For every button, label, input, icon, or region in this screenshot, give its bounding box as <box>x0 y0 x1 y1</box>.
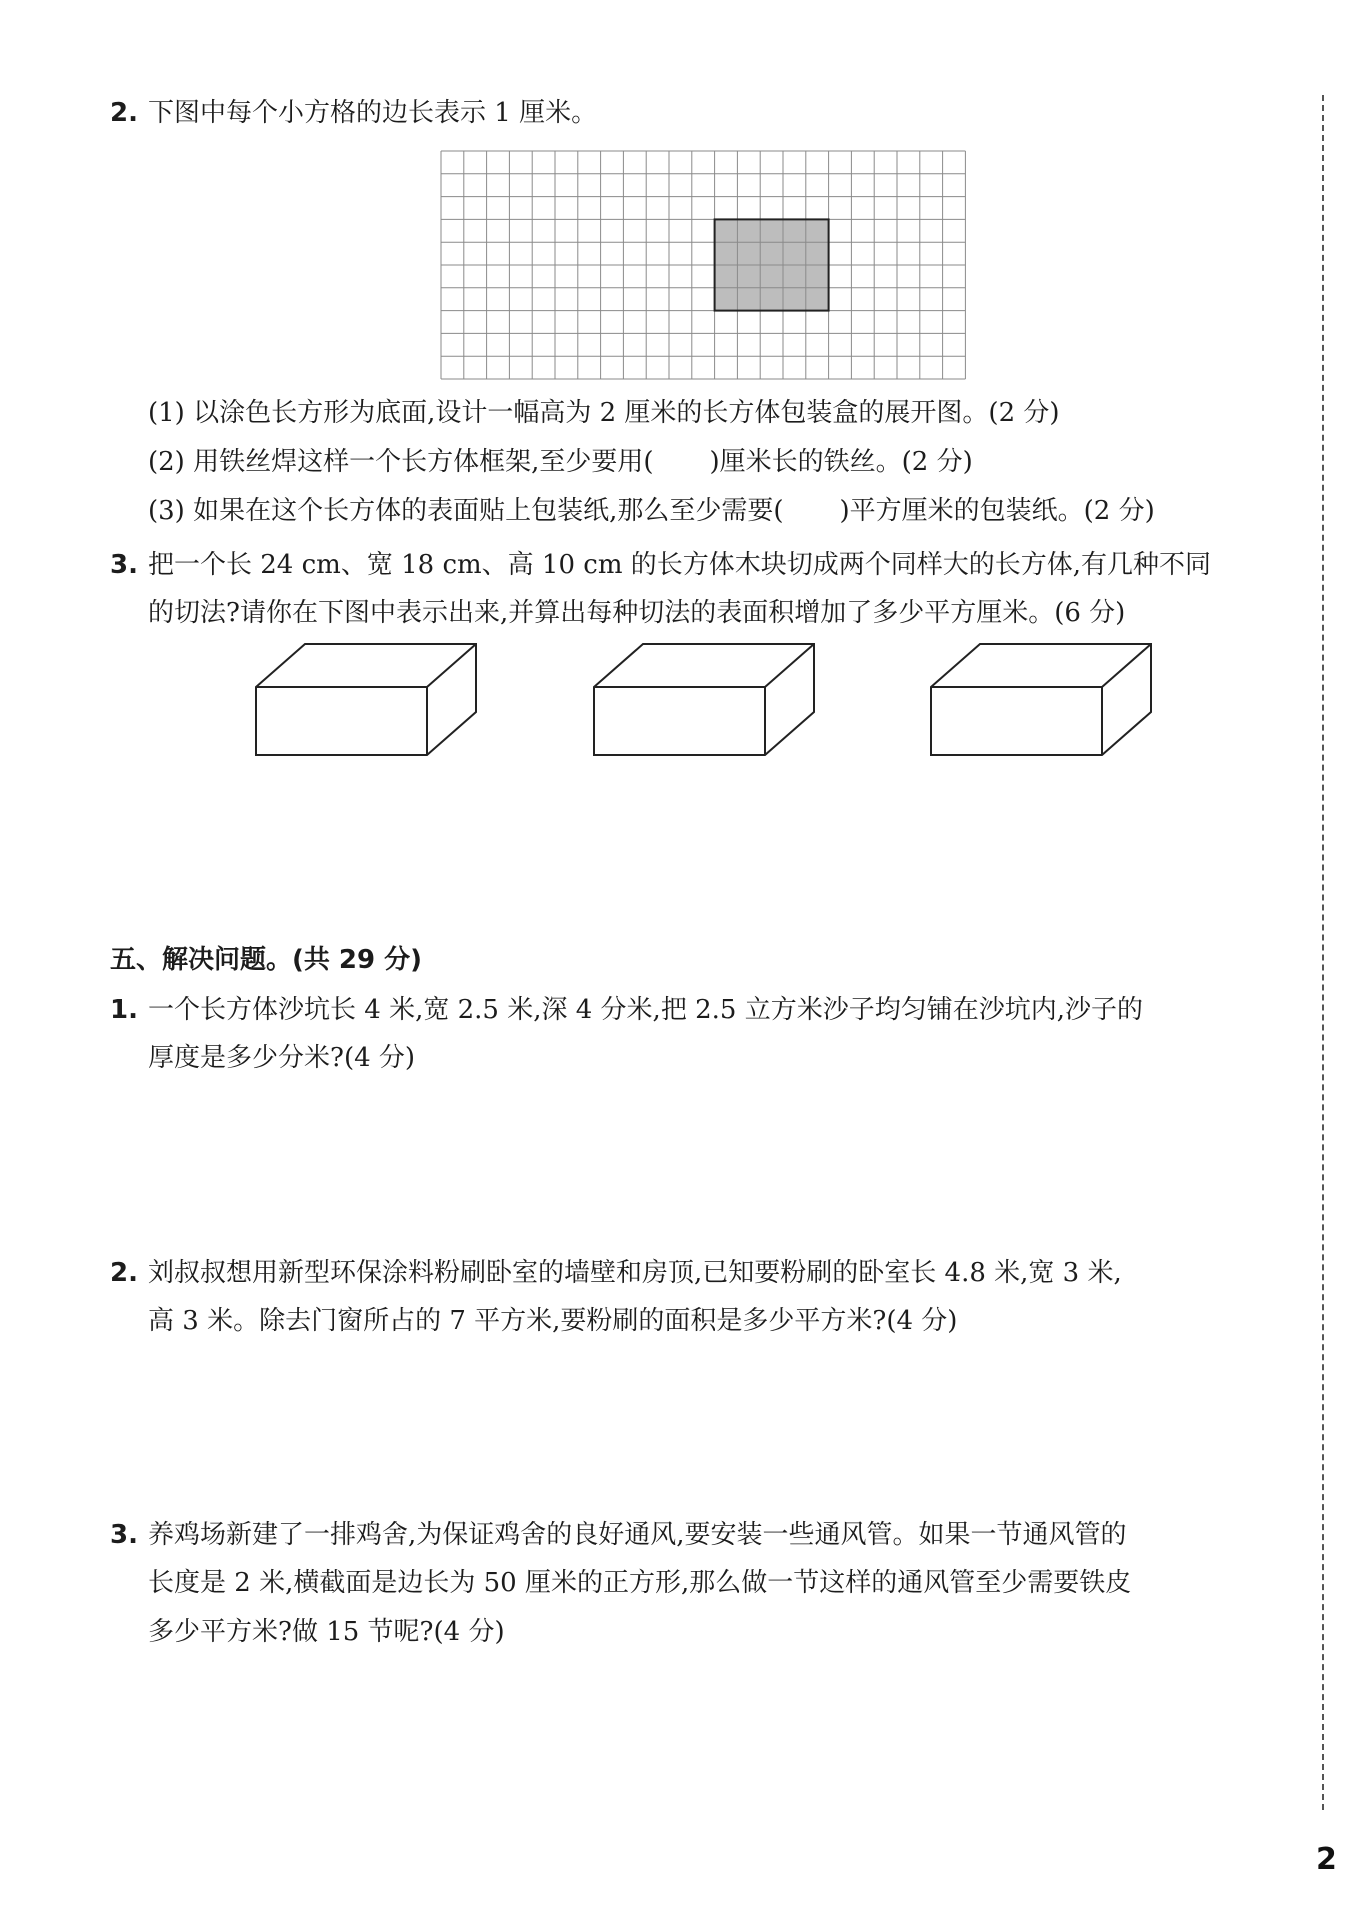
sub-question-3: (3) 如果在这个长方体的表面贴上包装纸,那么至少需要( )平方厘米的包装纸。(2 分) <box>148 496 1155 526</box>
cuboid-figure-1[interactable] <box>255 643 480 758</box>
binding-dashed-line <box>1322 95 1324 1810</box>
question-line: 高 3 米。除去门窗所占的 7 平方米,要粉刷的面积是多少平方米?(4 分) <box>148 1306 958 1336</box>
question-line: 把一个长 24 cm、宽 18 cm、高 10 cm 的长方体木块切成两个同样大的长方体,有几种不同 <box>148 550 1212 580</box>
square-grid-figure <box>440 150 966 378</box>
question-line: 多少平方米?做 15 节呢?(4 分) <box>148 1617 505 1647</box>
question-line: 刘叔叔想用新型环保涂料粉刷卧室的墙壁和房顶,已知要粉刷的卧室长 4.8 米,宽 3 米, <box>148 1258 1122 1288</box>
question-stem: 下图中每个小方格的边长表示 1 厘米。 <box>148 98 598 128</box>
cuboid-figure-2[interactable] <box>593 643 818 758</box>
question-number: 2. <box>110 98 138 128</box>
sub-question-2: (2) 用铁丝焊这样一个长方体框架,至少要用( )厘米长的铁丝。(2 分) <box>148 447 973 477</box>
question-number: 1. <box>110 995 138 1025</box>
question-line: 的切法?请你在下图中表示出来,并算出每种切法的表面积增加了多少平方厘米。(6 分) <box>148 598 1126 628</box>
cuboid-figure-3[interactable] <box>930 643 1155 758</box>
question-number: 2. <box>110 1258 138 1288</box>
question-line: 一个长方体沙坑长 4 米,宽 2.5 米,深 4 分米,把 2.5 立方米沙子均匀铺在沙坑内,沙子的 <box>148 995 1143 1025</box>
question-line: 养鸡场新建了一排鸡舍,为保证鸡舍的良好通风,要安装一些通风管。如果一节通风管的 <box>148 1520 1127 1550</box>
page-number: 2 <box>1316 1842 1337 1877</box>
question-number: 3. <box>110 550 138 580</box>
question-number: 3. <box>110 1520 138 1550</box>
section-title: 五、解决问题。(共 29 分) <box>110 945 423 975</box>
question-line: 厚度是多少分米?(4 分) <box>148 1043 416 1073</box>
question-line: 长度是 2 米,横截面是边长为 50 厘米的正方形,那么做一节这样的通风管至少需要铁皮 <box>148 1568 1132 1598</box>
sub-question-1: (1) 以涂色长方形为底面,设计一幅高为 2 厘米的长方体包装盒的展开图。(2 分) <box>148 398 1060 428</box>
